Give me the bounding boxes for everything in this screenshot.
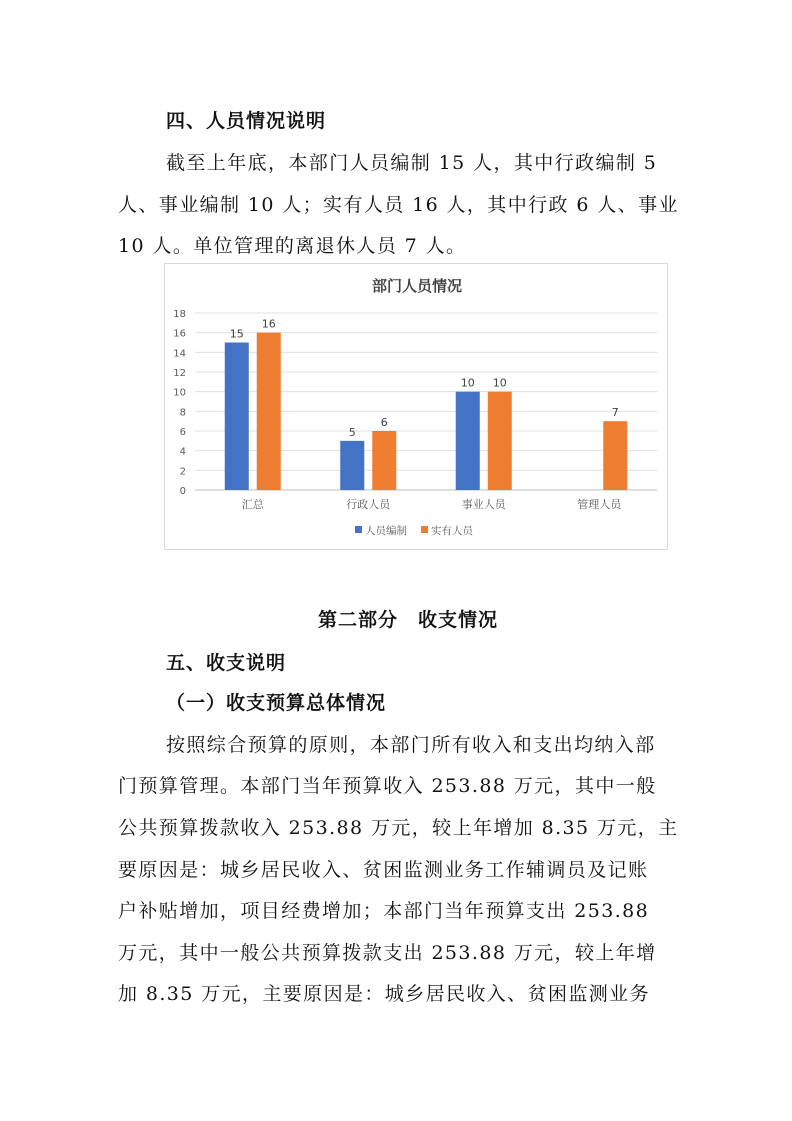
section5-line-4: 要原因是：城乡居民收入、贫困监测业务工作辅调员及记账 bbox=[118, 859, 649, 881]
bar-value-label: 10 bbox=[492, 376, 507, 390]
bar-staffing bbox=[456, 392, 480, 490]
section4-line-1: 截至上年底，本部门人员编制 15 人，其中行政编制 5 bbox=[166, 152, 658, 174]
chart-title: 部门人员情况 bbox=[371, 277, 463, 295]
section4-heading: 四、人员情况说明 bbox=[166, 110, 327, 132]
bar-value-label: 16 bbox=[261, 317, 276, 331]
section5-line-6: 万元，其中一般公共预算拨款支出 253.88 万元，较上年增 bbox=[118, 942, 657, 964]
section5-line-5: 户补贴增加，项目经费增加；本部门当年预算支出 253.88 bbox=[118, 900, 650, 922]
personnel-chart-svg bbox=[165, 264, 669, 551]
bar-staffing bbox=[225, 343, 249, 491]
y-tick-label: 4 bbox=[179, 446, 186, 458]
bar-value-label: 6 bbox=[380, 416, 388, 429]
y-tick-label: 16 bbox=[173, 328, 186, 340]
section5-line-2: 门预算管理。本部门当年预算收入 253.88 万元，其中一般 bbox=[118, 775, 657, 797]
y-tick-label: 8 bbox=[179, 407, 186, 419]
y-tick-label: 12 bbox=[173, 368, 186, 379]
bar-value-label: 5 bbox=[348, 425, 356, 439]
x-tick-label: 事业人员 bbox=[461, 498, 506, 511]
section5-heading: 五、收支说明 bbox=[166, 652, 287, 674]
legend-label: 实有人员 bbox=[431, 525, 473, 537]
y-tick-label: 10 bbox=[173, 387, 186, 399]
legend-swatch bbox=[421, 526, 428, 533]
section5-subheading: （一）收支预算总体情况 bbox=[166, 692, 387, 714]
bar-actual bbox=[257, 333, 281, 490]
bar-staffing bbox=[340, 441, 364, 490]
x-tick-label: 行政人员 bbox=[346, 498, 391, 511]
part2-title: 第二部分 收支情况 bbox=[318, 609, 499, 631]
section4-line-3: 10 人。单位管理的离退休人员 7 人。 bbox=[118, 235, 467, 257]
section5-line-3: 公共预算拨款收入 253.88 万元，较上年增加 8.35 万元，主 bbox=[118, 817, 679, 839]
bar-value-label: 15 bbox=[229, 327, 244, 341]
y-tick-label: 18 bbox=[173, 309, 186, 320]
x-tick-label: 汇总 bbox=[241, 498, 264, 511]
section5-line-7: 加 8.35 万元，主要原因是：城乡居民收入、贫困监测业务 bbox=[118, 983, 650, 1005]
x-tick-label: 管理人员 bbox=[577, 498, 622, 511]
section4-line-2: 人、事业编制 10 人；实有人员 16 人，其中行政 6 人、事业 bbox=[118, 194, 679, 216]
personnel-chart bbox=[164, 263, 668, 550]
y-tick-label: 6 bbox=[179, 427, 186, 438]
bar-actual bbox=[603, 421, 627, 490]
y-tick-label: 2 bbox=[179, 466, 186, 478]
bar-value-label: 10 bbox=[460, 376, 475, 390]
legend-label: 人员编制 bbox=[365, 525, 407, 537]
legend-swatch bbox=[355, 526, 362, 533]
section5-line-1: 按照综合预算的原则，本部门所有收入和支出均纳入部 bbox=[166, 734, 656, 756]
bar-actual bbox=[372, 431, 396, 490]
bar-actual bbox=[488, 392, 512, 490]
bar-value-label: 7 bbox=[611, 406, 619, 420]
y-tick-label: 0 bbox=[179, 486, 186, 497]
y-tick-label: 14 bbox=[173, 348, 186, 360]
